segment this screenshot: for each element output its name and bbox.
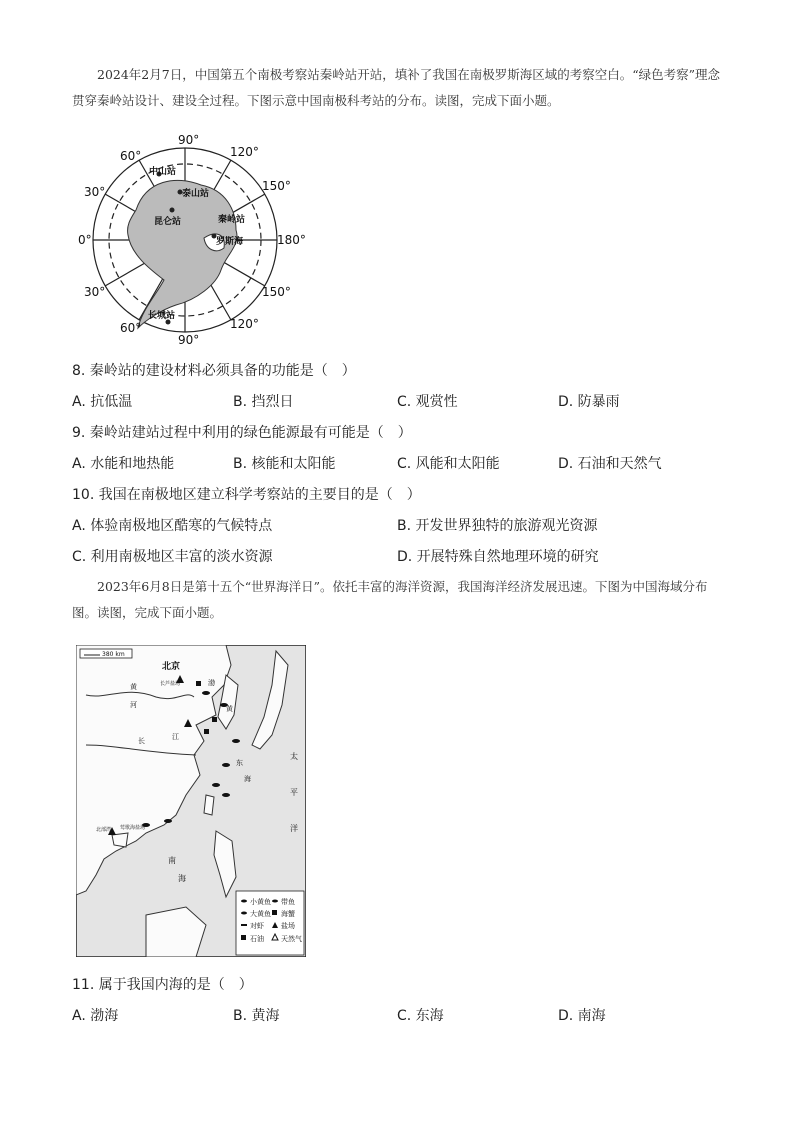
question-10-option-d[interactable]: D. 开展特殊自然地理环境的研究 xyxy=(397,549,599,565)
place-label: 南 xyxy=(168,856,176,865)
question-8-option-c[interactable]: C. 观赏性 xyxy=(397,394,458,410)
lon-label: 90° xyxy=(178,333,200,346)
station-label: 泰山站 xyxy=(182,189,210,199)
question-8-option-a[interactable]: A. 抗低温 xyxy=(72,394,133,410)
lon-label: 30° xyxy=(84,285,106,299)
place-label: 黄 xyxy=(226,705,233,713)
legend-item: 小黄鱼 xyxy=(250,898,271,906)
place-label: 海 xyxy=(178,874,186,883)
lon-label: 30° xyxy=(84,185,106,199)
question-9-stem: 9. 秦岭站建站过程中利用的绿色能源最有可能是（ ） xyxy=(72,425,412,441)
question-11-option-a[interactable]: A. 渤海 xyxy=(72,1008,119,1024)
question-11-option-c[interactable]: C. 东海 xyxy=(397,1008,444,1024)
lon-label: 90° xyxy=(178,133,200,147)
question-9-option-c[interactable]: C. 风能和太阳能 xyxy=(397,456,500,472)
place-label: 莺歌海盐场 xyxy=(120,825,146,831)
station-label: 秦岭站 xyxy=(218,215,246,225)
question-8-option-b[interactable]: B. 挡烈日 xyxy=(233,394,294,410)
lon-label: 0° xyxy=(78,233,92,247)
station-label: 中山站 xyxy=(149,167,177,177)
scale-bar-label: 380 km xyxy=(102,651,125,658)
place-label: 长 xyxy=(138,737,145,745)
question-8-option-d[interactable]: D. 防暴雨 xyxy=(558,394,620,410)
question-10-option-c[interactable]: C. 利用南极地区丰富的淡水资源 xyxy=(72,549,273,565)
place-label: 江 xyxy=(172,733,179,741)
place-label: 太 xyxy=(290,752,298,761)
station-label: 昆仑站 xyxy=(154,217,182,227)
place-label: 东 xyxy=(236,759,243,767)
question-9-option-d[interactable]: D. 石油和天然气 xyxy=(558,456,662,472)
question-9-option-a[interactable]: A. 水能和地热能 xyxy=(72,456,175,472)
station-label: 长城站 xyxy=(148,311,176,321)
place-label: 河 xyxy=(130,701,137,709)
question-11-stem: 11. 属于我国内海的是（ ） xyxy=(72,977,253,993)
legend-item: 大黄鱼 xyxy=(250,910,271,918)
place-label: 平 xyxy=(290,788,298,797)
station-label: 罗斯海 xyxy=(216,237,244,247)
china-seas-map xyxy=(76,645,306,957)
legend-item: 盐场 xyxy=(281,922,295,930)
intro-paragraph-2: 2023年6月8日是第十五个“世界海洋日”。依托丰富的海洋资源，我国海洋经济发展迅速。下图为中国海域分布图。读图，完成下面小题。 xyxy=(72,579,708,620)
antarctic-stations-map xyxy=(76,130,316,346)
place-label: 北部湾 xyxy=(96,827,112,833)
legend-item: 石油 xyxy=(250,935,264,943)
place-label: 长芦盐场 xyxy=(160,681,181,687)
lon-label: 60° xyxy=(120,149,142,163)
lon-label: 150° xyxy=(262,179,291,193)
lon-label: 120° xyxy=(230,145,259,159)
lon-label: 60° xyxy=(120,321,142,335)
lon-label: 150° xyxy=(262,285,291,299)
legend-item: 天然气 xyxy=(281,935,302,943)
question-8-stem: 8. 秦岭站的建设材料必须具备的功能是（ ） xyxy=(72,363,356,379)
question-10-option-b[interactable]: B. 开发世界独特的旅游观光资源 xyxy=(397,518,598,534)
question-11-option-d[interactable]: D. 南海 xyxy=(558,1008,606,1024)
lon-label: 120° xyxy=(230,317,259,331)
intro-paragraph-1: 2024年2月7日，中国第五个南极考察站秦岭站开站，填补了我国在南极罗斯海区域的考察空白。“绿色考察”理念贯穿秦岭站设计、建设全过程。下图示意中国南极科考站的分布。读图，完成下面小题。 xyxy=(72,67,721,108)
place-label: 海 xyxy=(244,775,251,783)
place-label: 洋 xyxy=(290,824,298,833)
place-label: 黄 xyxy=(130,683,137,691)
lon-label: 180° xyxy=(277,233,306,247)
legend-item: 对虾 xyxy=(250,922,264,930)
place-label: 北京 xyxy=(162,662,181,672)
legend-item: 带鱼 xyxy=(281,898,295,906)
question-9-option-b[interactable]: B. 核能和太阳能 xyxy=(233,456,336,472)
question-11-option-b[interactable]: B. 黄海 xyxy=(233,1008,280,1024)
question-10-stem: 10. 我国在南极地区建立科学考察站的主要目的是（ ） xyxy=(72,487,421,503)
place-label: 渤 xyxy=(208,679,215,687)
legend-item: 海蟹 xyxy=(281,910,295,918)
question-10-option-a[interactable]: A. 体验南极地区酷寒的气候特点 xyxy=(72,518,273,534)
